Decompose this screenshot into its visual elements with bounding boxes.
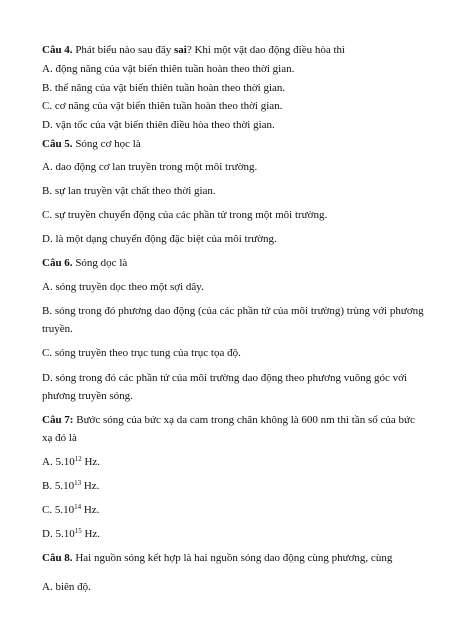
question-6-stem: Câu 6. Sóng dọc là xyxy=(42,257,128,269)
question-7-option-a: A. 5.10$^{12}$ Hz. xyxy=(42,455,101,468)
question-6-option-b: B. sóng trong đó phương dao động (của các phần tử của môi trường) trùng với phương xyxy=(42,305,424,317)
question-8-label: Câu 8. xyxy=(42,552,73,564)
question-5-option-b: B. sự lan truyền vật chất theo thời gian. xyxy=(42,185,216,197)
question-6-option-c: C. sóng truyền theo trục tung của trục tọa độ. xyxy=(42,347,241,359)
question-4-option-b: B. thế năng của vật biến thiên tuần hoàn theo thời gian. xyxy=(42,82,286,94)
emphasis-sai: sai xyxy=(174,44,187,56)
question-7-label: Câu 7: xyxy=(42,414,74,426)
question-7-option-d: D. 5.10$^{15}$ Hz. xyxy=(42,527,101,540)
question-5-stem: Câu 5. Sóng cơ học là xyxy=(42,138,141,150)
question-5-label: Câu 5. xyxy=(42,138,73,150)
question-6-option-b-cont: truyền. xyxy=(42,323,73,335)
question-4-option-c: C. cơ năng của vật biến thiên tuần hoàn theo thời gian. xyxy=(42,100,283,112)
question-4-option-a: A. động năng của vật biến thiên tuần hoàn theo thời gian. xyxy=(42,63,295,75)
question-5-option-c: C. sự truyền chuyển động của các phần tử trong một môi trường. xyxy=(42,209,328,221)
question-7-stem-cont: xạ đó là xyxy=(42,432,77,444)
question-5-option-a: A. dao động cơ lan truyền trong một môi trường. xyxy=(42,161,258,173)
question-4-label: Câu 4. xyxy=(42,44,73,56)
question-4-option-d: D. vận tốc của vật biến thiên điều hòa theo thời gian. xyxy=(42,119,275,131)
question-4-stem: Câu 4. Phát biểu nào sau đây sai? Khi một vật dao động điều hòa thì xyxy=(42,44,346,56)
question-6-label: Câu 6. xyxy=(42,257,73,269)
question-6-option-d: D. sóng trong đó các phần tử của môi trường dao động theo phương vuông góc với xyxy=(42,372,407,384)
question-6-option-d-cont: phương truyền sóng. xyxy=(42,390,133,402)
question-6-option-a: A. sóng truyền dọc theo một sợi dây. xyxy=(42,281,204,293)
question-8-option-a: A. biên độ. xyxy=(42,581,91,593)
question-5-option-d: D. là một dạng chuyển động đặc biệt của môi trường. xyxy=(42,233,277,245)
question-7-option-c: C. 5.10$^{14}$ Hz. xyxy=(42,503,100,516)
question-7-option-b: B. 5.10$^{13}$ Hz. xyxy=(42,479,100,492)
question-8-stem: Câu 8. Hai nguồn sóng kết hợp là hai nguồn sóng dao động cùng phương, cùng xyxy=(42,552,393,564)
question-7-stem: Câu 7: Bước sóng của bức xạ da cam trong chân không là 600 nm thì tần số của bức xyxy=(42,414,415,426)
